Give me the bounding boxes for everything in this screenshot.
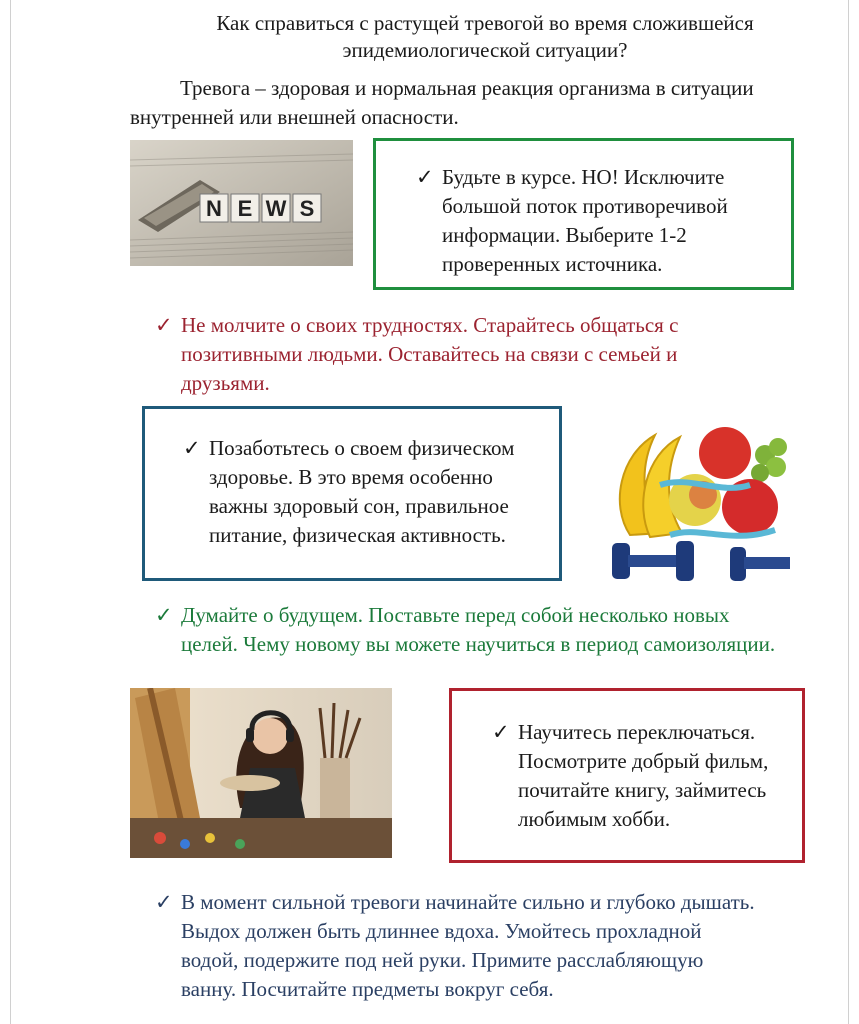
tip-paragraph-red bbox=[155, 311, 755, 398]
check-icon: ✓ bbox=[155, 603, 173, 627]
tip-item bbox=[416, 163, 771, 279]
tip-text: Думайте о будущем. Поставьте перед собой несколько новых целей. Чему новому вы можете научиться в период самоизоляции. bbox=[181, 603, 776, 656]
document-title: Как справиться с растущей тревогой во время сложившейся эпидемиологической ситуации? bbox=[216, 11, 754, 62]
tip-text: Научитесь переключаться. Посмотрите добрый фильм, почитайте книгу, займитесь любимым хобби. bbox=[518, 720, 769, 831]
check-icon: ✓ bbox=[155, 313, 173, 337]
tip-item bbox=[155, 601, 785, 659]
tip-item bbox=[155, 888, 755, 1004]
tip-paragraph-navy bbox=[155, 888, 755, 1004]
tip-paragraph-green bbox=[155, 601, 785, 659]
check-icon: ✓ bbox=[183, 436, 201, 460]
tip-text: Будьте в курсе. НО! Исключите большой поток противоречивой информации. Выберите 1-2 проверенных источника. bbox=[442, 165, 728, 276]
news-letter: N bbox=[206, 196, 222, 221]
fruits-dumbbells-image bbox=[600, 425, 790, 585]
check-icon: ✓ bbox=[492, 720, 510, 744]
tip-item bbox=[155, 311, 755, 398]
tip-text: Не молчите о своих трудностях. Старайтесь общаться с позитивными людьми. Оставайтесь на связи с семьей и друзьями. bbox=[181, 313, 679, 395]
news-image bbox=[130, 140, 353, 266]
news-letter: W bbox=[265, 196, 287, 221]
tip-box-green bbox=[373, 138, 794, 290]
painter-image bbox=[130, 688, 392, 858]
tip-text: Позаботьтесь о своем физическом здоровье. В это время особенно важны здоровый сон, правильное питание, физическая активность. bbox=[209, 436, 515, 547]
page-edge-right bbox=[848, 0, 849, 1024]
tip-text: В момент сильной тревоги начинайте сильно и глубоко дышать. Выдох должен быть длиннее вдоха. Умойтесь прохладной водой, подержите под ней руки. Примите расслабляющую ванну. Посчитайте предметы вокруг себя. bbox=[181, 890, 755, 1001]
check-icon: ✓ bbox=[416, 165, 434, 189]
intro-paragraph: Тревога – здоровая и нормальная реакция организма в ситуации внутренней или внешней опасности. bbox=[130, 76, 754, 129]
tip-item bbox=[492, 718, 786, 834]
news-letter: S bbox=[299, 196, 315, 221]
check-icon: ✓ bbox=[155, 890, 173, 914]
tip-box-red bbox=[449, 688, 805, 863]
news-letter: E bbox=[237, 196, 253, 221]
tip-item bbox=[183, 434, 543, 550]
tip-box-blue bbox=[142, 406, 562, 581]
page-edge-left bbox=[10, 0, 11, 1024]
